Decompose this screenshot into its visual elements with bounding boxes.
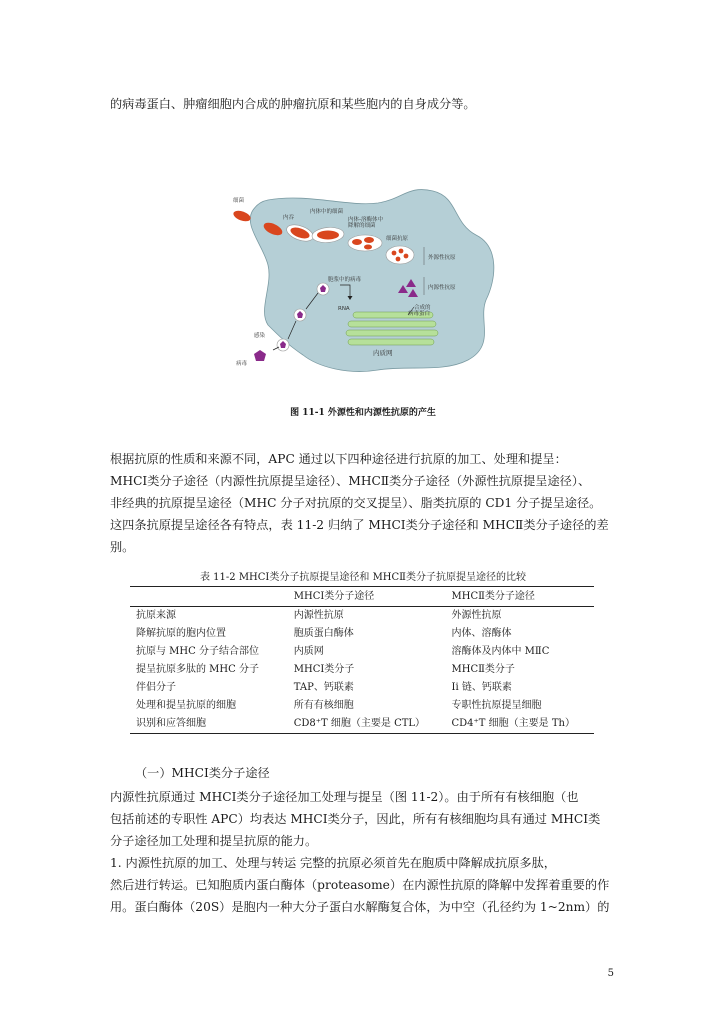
virus-pentagon	[254, 350, 266, 361]
table-row	[130, 715, 594, 734]
table-row	[130, 643, 594, 661]
er-stripe	[348, 339, 434, 345]
table-cell: 处理和提呈抗原的细胞	[136, 700, 236, 711]
er-stripe	[346, 330, 438, 336]
table-cell: 专职性抗原提呈细胞	[451, 700, 542, 711]
text-line: 非经典的抗原提呈途径（MHC 分子对抗原的交叉提呈）、脂类抗原的 CD1 分子提呈途径。	[110, 496, 602, 510]
table-header-row	[130, 587, 594, 607]
label-lysosome-line: 内体-溶酶体中	[348, 217, 383, 223]
table-cell: 抗原来源	[136, 610, 176, 621]
text-line: 内源性抗原通过 MHCⅠ类分子途径加工处理与提呈（图 11-2）。由于所有有核细胞（也	[110, 790, 579, 804]
table-cell: MHCⅡ类分子	[451, 664, 515, 675]
table-cell: CD8⁺T 细胞（主要是 CTL）	[288, 715, 446, 734]
text-line: 然后进行转运。已知胞质内蛋白酶体（proteasome）在内源性抗原的降解中发挥着重要的作	[110, 878, 610, 892]
table-cell: 内源性抗原	[293, 610, 344, 621]
text-line: 这四条抗原提呈途径各有特点，表 11-2 归纳了 MHCⅠ类分子途径和 MHCⅡ类分子途径的差	[110, 518, 609, 532]
antigen-generation-figure	[228, 185, 518, 385]
label-endosome: 内吞	[283, 215, 295, 221]
table-row	[130, 661, 594, 679]
antigen-dot	[396, 257, 401, 262]
table-cell: TAP、钙联素	[293, 682, 354, 693]
label-phagosome: 内体中的细菌	[310, 209, 344, 215]
page-number: 5	[607, 968, 614, 979]
antigen-dot	[392, 251, 397, 256]
text-line: 的病毒蛋白、肿瘤细胞内合成的肿瘤抗原和某些胞内的自身成分等。	[110, 97, 476, 111]
table-row	[130, 625, 594, 643]
text-line: 根据抗原的性质和来源不同，APC 通过以下四种途径进行抗原的加工、处理和提呈：	[110, 452, 567, 466]
table-cell: 溶酶体及内体中 MⅡC	[451, 646, 550, 657]
table-header-cell: MHCⅡ类分子途径	[446, 587, 595, 607]
label-rna: RNA	[338, 306, 350, 312]
label-lysosome-line: 降解的细菌	[348, 223, 376, 229]
bacterium-shape	[317, 231, 339, 240]
bacterium-shape	[232, 209, 252, 224]
table-cell: 所有有核细胞	[293, 700, 354, 711]
table-cell: 外源性抗原	[451, 610, 502, 621]
antigen-dot	[399, 249, 404, 254]
body-paragraph-2	[110, 786, 616, 918]
label-er: 内质网	[373, 349, 393, 357]
section-heading: （一）MHCⅠ类分子途径	[135, 766, 270, 780]
table-cell: 识别和应答细胞	[130, 715, 288, 734]
bacterium-fragment	[364, 237, 374, 243]
table-cell: 抗原与 MHC 分子结合部位	[136, 646, 259, 657]
table-cell: 伴侣分子	[136, 682, 176, 693]
label-endogenous-antigen: 内源性抗原	[428, 285, 456, 291]
text-line: 包括前述的专职性 APC）均表达 MHCⅠ类分子，因此，所有有核细胞均具有通过 MHCⅠ类	[110, 812, 601, 826]
label-synthesized-line: 合成的	[414, 305, 431, 311]
text-line: MHCⅠ类分子途径（内源性抗原提呈途径）、MHCⅡ类分子途径（外源性抗原提呈途径）、	[110, 474, 591, 488]
table-row	[130, 697, 594, 715]
table-cell: Ii 链、钙联素	[451, 682, 512, 693]
table-caption: 表 11-2 MHCⅠ类分子抗原提呈途径和 MHCⅡ类分子抗原提呈途径的比较	[200, 572, 526, 583]
label-bacteria: 细菌	[233, 198, 245, 204]
table-cell: 内体、溶酶体	[451, 628, 512, 639]
table-cell: CD4⁺T 细胞（主要是 Th）	[446, 715, 595, 734]
text-line: 1. 内源性抗原的加工、处理与转运 完整的抗原必须首先在胞质中降解成抗原多肽，	[110, 856, 556, 870]
text-line: 分子途径加工处理和提呈抗原的能力。	[110, 834, 318, 848]
text-line: 用。蛋白酶体（20S）是胞内一种大分子蛋白水解酶复合体，为中空（孔径约为 1~2nm）的	[110, 900, 610, 914]
table-header-cell	[130, 587, 288, 607]
table-cell: 内质网	[293, 646, 324, 657]
label-exogenous-antigen: 外源性抗原	[428, 255, 456, 261]
label-virus: 病毒	[236, 361, 248, 367]
intro-paragraph	[110, 93, 616, 115]
table-row	[130, 679, 594, 697]
antigen-dot	[404, 254, 409, 259]
er-stripe	[348, 321, 436, 327]
table-cell: 降解抗原的胞内位置	[136, 628, 226, 639]
bacterium-fragment	[352, 239, 362, 245]
label-infection: 感染	[254, 333, 266, 339]
figure-caption: 图 11-1 外源性和内源性抗原的产生	[290, 408, 436, 418]
table-header-cell: MHCⅠ类分子途径	[288, 587, 446, 607]
table-cell: MHCⅠ类分子	[293, 664, 355, 675]
table-cell: 提呈抗原多肽的 MHC 分子	[136, 664, 259, 675]
label-bacterial-antigen: 细菌抗原	[386, 236, 409, 242]
body-paragraph-1	[110, 448, 616, 558]
label-synthesized-line: 病毒蛋白	[408, 311, 431, 317]
comparison-table	[130, 586, 594, 734]
table-cell: 胞质蛋白酶体	[293, 628, 354, 639]
label-cytosolic-virus: 胞浆中的病毒	[328, 277, 362, 283]
table-row	[130, 607, 594, 626]
bacterium-fragment	[364, 245, 372, 250]
antigen-vesicle	[386, 246, 414, 264]
text-line: 别。	[110, 540, 135, 554]
